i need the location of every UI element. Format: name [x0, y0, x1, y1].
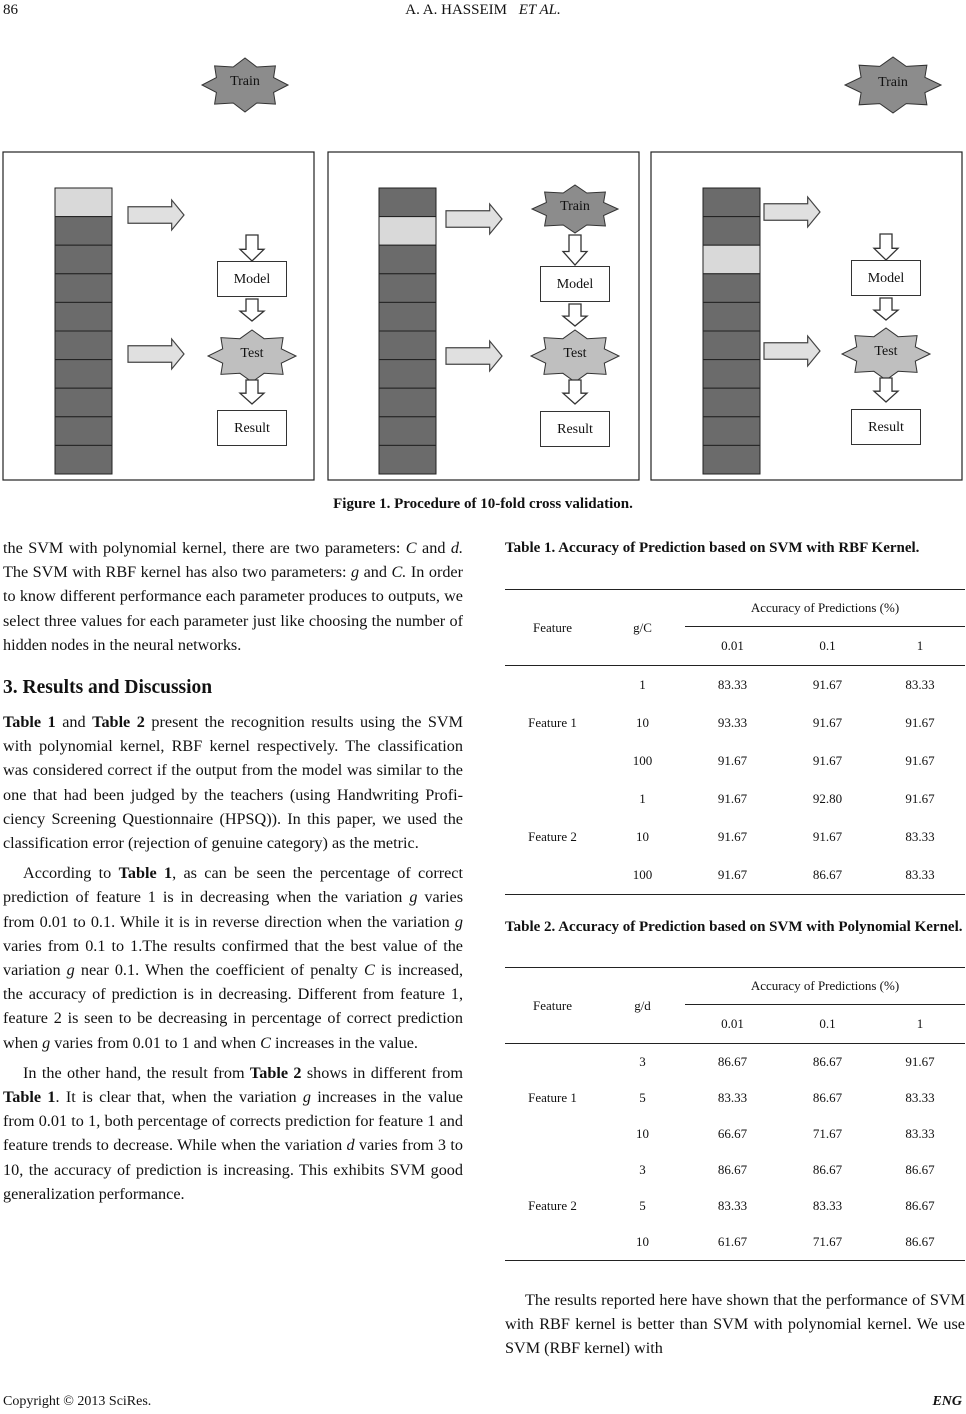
- result-box-3: Result: [851, 409, 921, 445]
- fold-block: [55, 217, 112, 246]
- fold-block: [55, 445, 112, 474]
- feature-label: Feature 2: [528, 829, 577, 844]
- fold-block: [379, 445, 436, 474]
- results-paragraph-2: According to Table 1, as can be seen the percentage of correct prediction of feature 1 is in decreasing when the variation g varies from 0.01 to 0.1. While it is in reverse direction when the variation g varies from 0.1 to 1.The results confirmed that the best value of the variation g near 0.1. When the coefficient of penalty C is increased, the accuracy of prediction is in decreasing. Different from feature 1, feature 2 is seen to be decreasing in percentage of correct prediction when g varies from 0.01 to 1 and when C increases in the value.: [3, 864, 463, 1052]
- value-cell: 86.67: [905, 1198, 935, 1213]
- table-row: [505, 1224, 965, 1261]
- fold-block: [379, 360, 436, 389]
- fold-block: [703, 274, 760, 303]
- fold-block: [55, 302, 112, 331]
- table-row: [505, 818, 965, 856]
- param-cell: 10: [636, 829, 649, 844]
- test-label-2: Test: [563, 346, 587, 361]
- value-cell: 91.67: [905, 1054, 935, 1069]
- col-header-feature: Feature: [505, 590, 600, 666]
- feature-cell: [505, 856, 600, 895]
- page-number: 86: [3, 2, 18, 18]
- table-row: [505, 1152, 965, 1188]
- col-header-value: 0.01: [685, 1005, 780, 1044]
- fold-block: [703, 245, 760, 274]
- fold-block: [703, 445, 760, 474]
- value-cell: 86.67: [717, 1162, 748, 1177]
- table-row: [505, 1116, 965, 1152]
- feature-cell: [505, 1116, 600, 1152]
- param-cell: 10: [600, 1224, 685, 1261]
- model-box-1: Model: [217, 261, 287, 297]
- feature-label: Feature 2: [528, 1198, 577, 1213]
- running-title-etal: ET AL.: [518, 2, 561, 18]
- feature-label: Feature 1: [528, 1090, 577, 1105]
- fold-block: [379, 217, 436, 246]
- value-cell: 86.67: [812, 1054, 843, 1069]
- fold-block: [379, 245, 436, 274]
- col-header-param: g/C: [600, 590, 685, 666]
- table-row: [505, 1044, 965, 1081]
- value-cell: 83.33: [905, 677, 935, 692]
- feature-cell: [505, 1224, 600, 1261]
- running-title-authors: A. A. HASSEIM: [405, 2, 507, 18]
- value-cell: 91.67: [717, 791, 748, 806]
- table-2-grid: [505, 967, 965, 1261]
- feature-cell: [505, 1044, 600, 1081]
- value-cell: 92.80: [812, 791, 843, 806]
- section-heading: 3. Results and Discussion: [3, 677, 213, 699]
- fold-block: [379, 274, 436, 303]
- fold-block: [55, 417, 112, 446]
- footer-journal: ENG: [932, 1394, 962, 1409]
- param-cell: 1: [639, 677, 646, 692]
- value-cell: 91.67: [905, 753, 935, 768]
- value-cell: 86.67: [812, 1162, 843, 1177]
- param-cell: 100: [632, 753, 653, 768]
- intro-paragraph: the SVM with polynomial kernel, there are two parameters: C and d. The SVM with RBF kernel has also two parameters: g and C. In order to know different performance each parameter produces to outputs, we select three values for each parameter just like choosing the number of hidden nodes in the neural networks.: [3, 539, 463, 654]
- value-cell: 91.67: [717, 829, 748, 844]
- value-cell: 61.67: [685, 1224, 780, 1261]
- value-cell: 83.33: [717, 677, 748, 692]
- fold-block: [703, 331, 760, 360]
- train-label-top-left: Train: [230, 74, 260, 89]
- test-label-3: Test: [874, 344, 898, 359]
- train-label-top-right: Train: [878, 75, 908, 90]
- col-header-value: 0.1: [780, 1005, 875, 1044]
- figure-1-graphic: [0, 0, 966, 490]
- feature-cell: [505, 780, 600, 818]
- col-header-value: 0.01: [685, 627, 780, 666]
- fold-block: [379, 331, 436, 360]
- table-1-grid: [505, 589, 965, 895]
- model-box-3: Model: [851, 260, 921, 296]
- closing-paragraph: The results reported here have shown that the performance of SVM with RBF kernel is better than SVM with polynomial kernel. We use SVM (RBF kernel) with: [505, 1291, 965, 1358]
- value-cell: 83.33: [905, 1090, 935, 1105]
- fold-block: [703, 360, 760, 389]
- param-cell: 100: [600, 856, 685, 895]
- value-cell: 91.67: [812, 677, 843, 692]
- table-row: [505, 1080, 965, 1116]
- result-box-1: Result: [217, 410, 287, 446]
- fold-block: [55, 360, 112, 389]
- value-cell: 71.67: [780, 1224, 875, 1261]
- table-row: [505, 666, 965, 705]
- col-header-feature: Feature: [505, 968, 600, 1044]
- value-cell: 91.67: [905, 715, 935, 730]
- value-cell: 86.67: [875, 1224, 965, 1261]
- value-cell: 83.33: [905, 1126, 935, 1141]
- value-cell: 86.67: [717, 1054, 748, 1069]
- param-cell: 10: [636, 1126, 649, 1141]
- feature-label: Feature 1: [528, 715, 577, 730]
- feature-cell: [505, 742, 600, 780]
- value-cell: 83.33: [717, 1198, 748, 1213]
- figure-caption: Figure 1. Procedure of 10-fold cross validation.: [333, 496, 633, 512]
- param-cell: 5: [639, 1090, 646, 1105]
- train-label: Train: [560, 199, 590, 214]
- fold-block: [379, 188, 436, 217]
- table-row: [505, 856, 965, 895]
- col-header-accuracy: Accuracy of Predictions (%): [685, 968, 965, 1005]
- param-cell: 1: [639, 791, 646, 806]
- feature-cell: [505, 666, 600, 705]
- value-cell: 93.33: [717, 715, 748, 730]
- fold-block: [379, 388, 436, 417]
- value-cell: 66.67: [717, 1126, 748, 1141]
- param-cell: 10: [636, 715, 649, 730]
- col-header-param: g/d: [600, 968, 685, 1044]
- value-cell: 71.67: [812, 1126, 843, 1141]
- fold-block: [703, 302, 760, 331]
- col-header-value: 1: [875, 1005, 965, 1044]
- feature-cell: [505, 1152, 600, 1188]
- value-cell: 91.67: [812, 829, 843, 844]
- param-cell: 3: [639, 1054, 646, 1069]
- col-header-value: 0.1: [780, 627, 875, 666]
- value-cell: 91.67: [812, 715, 843, 730]
- value-cell: 83.33: [905, 829, 935, 844]
- table-2-caption: Table 2. Accuracy of Prediction based on SVM with Polynomial Kernel.: [505, 919, 963, 935]
- fold-block: [703, 417, 760, 446]
- fold-block: [55, 274, 112, 303]
- value-cell: 91.67: [685, 856, 780, 895]
- fold-block: [703, 217, 760, 246]
- table-row: [505, 1188, 965, 1224]
- fold-block: [55, 245, 112, 274]
- fold-block: [703, 188, 760, 217]
- fold-block: [55, 388, 112, 417]
- results-paragraph-3: In the other hand, the result from Table 2 shows in different from Table 1. It is clear that, when the variation g increases in the value from 0.01 to 1, both percentage of corrects prediction for feature 1 and feature trends to decrease. While when the variation d varies from 3 to 10, the accuracy of prediction is increasing. This exhibits SVM good generalization performance.: [3, 1063, 463, 1203]
- header-row: [505, 590, 965, 627]
- value-cell: 86.67: [812, 1090, 843, 1105]
- param-cell: 5: [639, 1198, 646, 1213]
- fold-block: [379, 302, 436, 331]
- test-label-1: Test: [240, 346, 264, 361]
- figure-1: [0, 0, 966, 490]
- param-cell: 3: [639, 1162, 646, 1177]
- fold-block: [55, 188, 112, 217]
- table-row: [505, 780, 965, 818]
- result-box-2: Result: [540, 411, 610, 447]
- value-cell: 86.67: [905, 1162, 935, 1177]
- fold-block: [703, 388, 760, 417]
- value-cell: 83.33: [812, 1198, 843, 1213]
- model-box-2: Model: [540, 266, 610, 302]
- results-paragraph-1: Table 1 and Table 2 present the recognition results using the SVM with polynomial kernel, RBF kernel respectively. The classification was considered correct if the output from the model was similar to the one that had been judged by the teachers (using Handwriting Proficiency Screening Questionnaire (HPSQ)). In this paper, we used the classification error (rejection of genuine category) as the metric.: [3, 713, 464, 853]
- header-row: [505, 968, 965, 1005]
- table-row: [505, 742, 965, 780]
- fold-block: [379, 417, 436, 446]
- fold-block: [55, 331, 112, 360]
- value-cell: 91.67: [905, 791, 935, 806]
- value-cell: 91.67: [717, 753, 748, 768]
- table-1-caption: Table 1. Accuracy of Prediction based on SVM with RBF Kernel.: [505, 540, 920, 556]
- value-cell: 86.67: [780, 856, 875, 895]
- left-column: [3, 536, 463, 1206]
- value-cell: 83.33: [717, 1090, 748, 1105]
- footer-copyright: Copyright © 2013 SciRes.: [3, 1394, 152, 1409]
- value-cell: 91.67: [812, 753, 843, 768]
- col-header-value: 1: [875, 627, 965, 666]
- value-cell: 83.33: [875, 856, 965, 895]
- col-header-accuracy: Accuracy of Predictions (%): [685, 590, 965, 627]
- table-row: [505, 704, 965, 742]
